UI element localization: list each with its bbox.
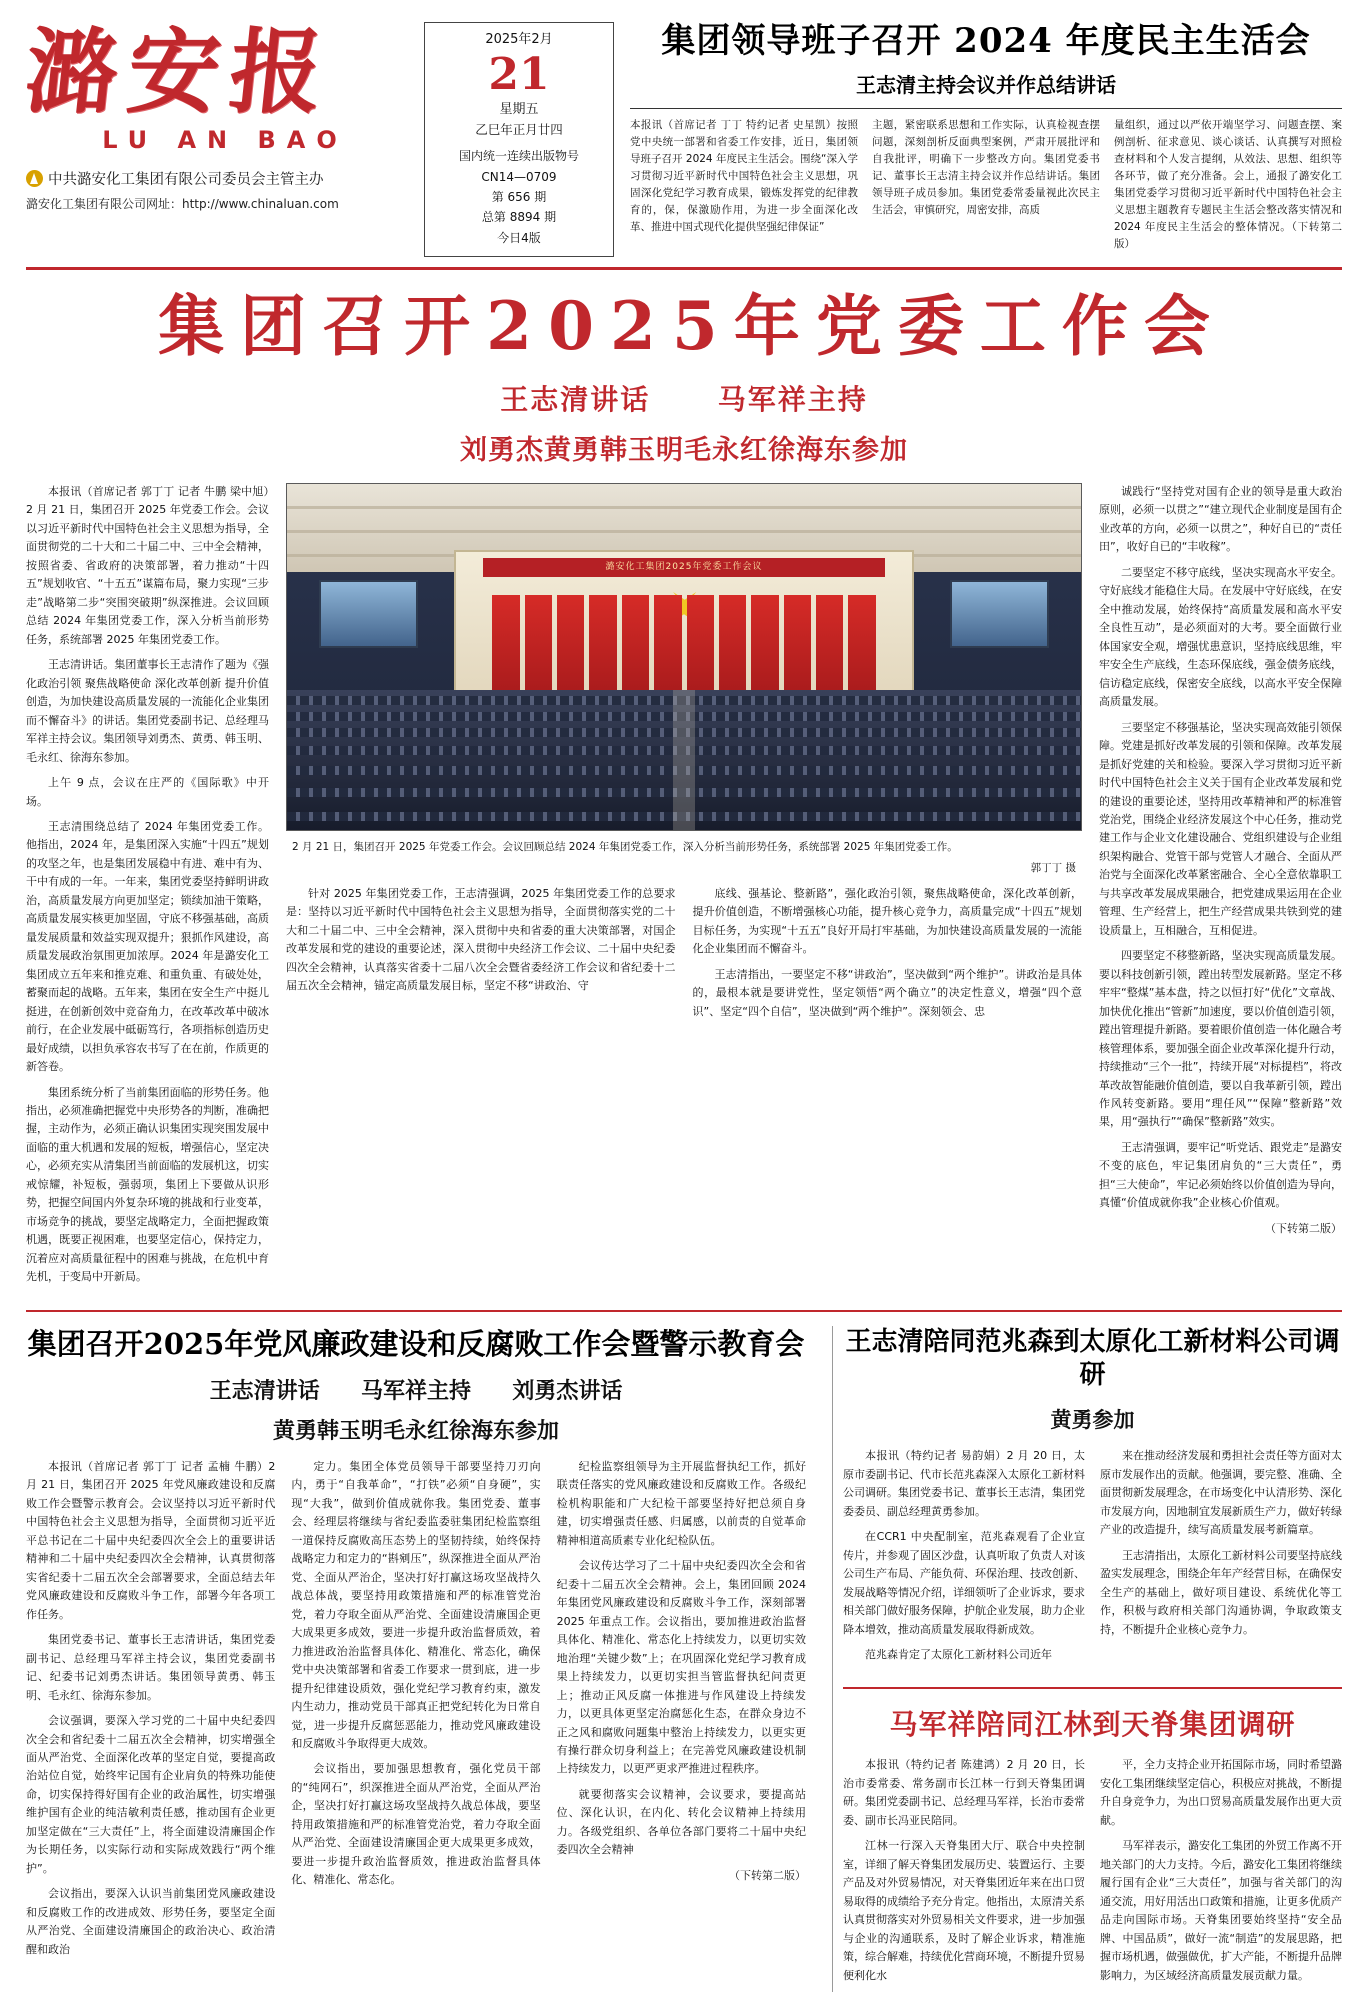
lead-chair: 马军祥主持	[717, 383, 868, 416]
lead-right-continued: （下转第二版）	[1265, 1221, 1342, 1235]
issue-day: 21	[488, 49, 550, 101]
br1-col-1	[843, 1447, 1085, 1671]
issue-total-number: 总第 8894 期	[481, 210, 557, 225]
bl3-p2: 会议传达学习了二十届中央纪委四次全会和省纪委十二届五次全会精神。会上，集团回顾 2024 年集团党风廉政建设和反腐败斗争工作，深刻部署 2025 年重点工作。会议指出，要加推进政治监督具体化、精准化、常态化上持续发力，以更切实效地治理“关键少数”上；在巩固深化党纪学习教育成果上持续发力，以更切实担当管监督执纪问责更上；推动正风反腐一体推进与作风建设上持续发力，以更具体更坚定治腐惩化生态，在群众身边不正之风和腐败问题集中整治上持续发力，以更实更有操行群众切身利益上；在完善党风廉政建设机制上持续发力，以更严更求严推进过程秩序。	[556, 1559, 806, 1776]
bottom-right-article-1	[843, 1326, 1342, 1672]
bl1-p4: 会议指出，要深入认识当前集团党风廉政建设和反腐败工作的改进成效、形势任务，要坚定全面从严治党、全面建设清廉国企的政治决心、政治清醒和政治	[26, 1887, 276, 1956]
lead-mid2-p1: 底线、强基论、整新路”，强化政治引领，聚焦战略使命，深化改革创新，提升价值创造，不断增强核心功能，提升核心竞争力，高质量完成“十四五”规划目标任务，为实现“十五五”良好开局打牢基础，为加快建设高质量发展的一流能化企业集团而不懈奋斗。	[692, 886, 1082, 956]
masthead-logo-block	[20, 18, 418, 212]
masthead-divider	[630, 108, 1342, 109]
lead-right-p1: 诚践行“坚持党对国有企业的领导是重大政治原则，必须一以贯之”“建立现代企业制度是国有企业改革的方向，必须一以贯之”，种好自已的“责任田”，收好自已的“丰收稼”。	[1099, 485, 1342, 554]
br2c1-p2: 江林一行深入天脊集团大厅、联合中央控制室，详细了解天脊集团发展历史、装置运行、主要产品及对外贸易情况，对天脊集团近年来在出口贸易取得的成绩给予充分肯定。他指出，太原清关系认真贯彻落实对外贸易相关文件要求，进一步加强与企业的沟通联系，及时了解企业诉求，精准施策，综合解难，持续优化营商环境，不断提升贸易便利化水	[843, 1839, 1085, 1982]
issue-number: 第 656 期	[491, 189, 547, 204]
newspaper-logo-pinyin: LU AN BAO	[102, 126, 348, 154]
photo-stage-banner: 潞安化工集团2025年党委工作会议	[483, 558, 885, 577]
bl3-continued: （下转第二版）	[728, 1868, 806, 1882]
br1c1-p2: 在CCR1 中央配制室，范兆森观看了企业宣传片，并参观了固区沙盘，认真听取了负责人对该公司生产布局、产能负荷、环保治理、技改创新、发展战略等情况介绍，详细领听了企业诉求，要求相关部门做好服务保障，护航企业发展，助力企业降本增效，推动高质量发展取得新成效。	[843, 1530, 1085, 1636]
br1c1-p1: 本报讯（特约记者 易韵娟）2 月 20 日，太原市委副书记、代市长范兆森深入太原化工新材料公司调研。集团党委书记、董事长王志清，集团党委委员、副总经理黄勇参加。	[843, 1449, 1085, 1518]
bl3-p1: 纪检监察组领导为主开展监督执纪工作，抓好联责任落实的党风廉政建设和反腐败工作。各级纪检机构职能和广大纪检干部要坚持好把总须自身建，切实增强责任感、归属感，以前责的自觉革命精神相道高质素专业化纪检队伍。	[556, 1459, 806, 1547]
br1c2-p1: 来在推动经济发展和勇担社会责任等方面对太原市发展作出的贡献。他强调，要完整、准确、全面贯彻新发展理念，在市场变化中认清形势、深化市发展方向，因地制宜发展新质生产力，做好转绿产业的改造提升，续写高质量发展考新篇章。	[1100, 1449, 1342, 1537]
bl-col-2	[291, 1458, 540, 1966]
issue-lunar-date: 乙巳年正月廿四	[475, 121, 563, 137]
masthead	[20, 18, 1342, 270]
bl1-p1: 本报讯（首席记者 郭丁丁 记者 孟楠 牛鹏）2 月 21 日，集团召开 2025 年党风廉政建设和反腐败工作会暨警示教育会。会议坚持以习近平新时代中国特色社会主义思想为指导，全面贯彻习近平近平总书记在二十届中央纪委四次全会上的重要讲话精神和二十届中央纪委四次全会精神，认真贯彻落实省纪委十二届五次全会部署要求，全面总结去年党风廉政建设和反腐败斗争工作，部署今年各项工作任务。	[26, 1459, 276, 1621]
lead-mid1-p1: 针对 2025 年集团党委工作，王志清强调，2025 年集团党委工作的总要求是：坚持以习近平新时代中国特色社会主义思想为指导，全面贯彻落实党的二十大和二十届二中、三中全会精神，深入贯彻中央和省委的重大决策部署，对国企改革发展和党的建设的重要论述，深入贯彻中央经济工作会议、二十届中央纪委四次全会精神，认真落实省委十二届八次全会暨省委经济工作会议和省纪委十二届五次全会精神，锚定高质量发展目标，坚定不移“讲政治、守	[286, 886, 676, 993]
lead-attendees: 刘勇杰黄勇韩玉明毛永红徐海东参加	[460, 435, 908, 466]
bl-col-3	[557, 1458, 806, 1966]
photo-stage	[454, 550, 915, 704]
bl2-p1: 定力。集团全体党员领导干部要坚持刀刃向内，勇于“自我革命”，“打铁”必须“自身硬”，实现“大我”，做到价值成就你我。集团党委、董事会、经理层将继续与省纪委监委驻集团纪检监察组一道保持反腐败高压态势上的坚韧持续，始终保持战略定力和定力的“斟剜压”，纵深推进全面从严治党、全面从严治企，坚决打好打赢这场攻坚战持久战总体战，要坚持用政策措施和严的标准管党治党，着力夺取全面从严治党、全面建设清廉国企更大成果更多成效，要进一步提升政治监督质效，着力推进政治治监督具体化、精准化、常态化，确保党中央决策部署和省委工作要求一贯到底，进一步提升纪律建设质效，强化党纪学习教育约束，激发内生动力，推动党员干部真正把党纪转化为日常自觉，进一步提升反腐惩恶能力，推动党风廉政建设和反腐败斗争取得更大成效。	[291, 1459, 541, 1750]
bl-col-1	[26, 1458, 275, 1966]
photo-screen-left	[319, 580, 418, 648]
issue-pages: 今日4版	[497, 230, 541, 245]
bl-chair: 马军祥主持	[360, 1377, 471, 1404]
party-emblem-icon	[26, 170, 43, 187]
top-article-col-3: 量组织，通过以严依开端坚学习、问题查摆、案例剖析、征求意见、谈心谈话、认真撰写对照检查材料和个人发言提纲，从效法、思想、组织等各环节，做了充分准备。会上，通报了潞安化工集团党委学习贯彻习近平新时代中国特色社会主义思想主题教育专题民主生活会整改落实情况和 2024 年度民主生活会的整体情况。（下转第二版）	[1114, 119, 1342, 251]
lead-left-p5: 集团系统分析了当前集团面临的形势任务。他指出，必须准确把握党中央形势各的判断，准确把握，主动作为，必须正确认识集团实现突围发展中面临的重大机遇和发展的短板，增强信心，坚定决心，必须充实从清集团当前面临的发展机这，切实戒惊耀，补短板，强弱项，集团上下要做从识形势，把握空间国内外复杂环境的挑战和行业变革，市场竞争的挑战，要坚定战略定力，全面把握政策机遇，既要正视困难，也要坚定信心，保持定力，沉着应对高质量征程中的困难与挑战，在危机中育先机，于变局中开新局。	[26, 1085, 269, 1284]
issue-date: 2025年2月	[485, 32, 553, 47]
photo-flags	[492, 586, 876, 696]
lead-left-p2: 王志清讲话。集团董事长王志清作了题为《强化政治引领 聚焦战略使命 深化改革创新 提升价值创造，为加快建设高质量发展的一流能化企业集团而不懈奋斗》的讲话。集团党委副书记、总经理马军祥主持会议。集团领导刘勇杰、黄勇、韩玉明、毛永红、徐海东参加。	[26, 658, 269, 764]
issn-number: CN14—0709	[481, 169, 557, 184]
lead-right-p5: 王志清强调，要牢记“听党话、跟党走”是潞安不变的底色，牢记集团肩负的“三大责任”，勇担“三大使命”，牢记必须始终以价值创造为导向，真懂“价值成就你我”企业核心价值观。	[1099, 1140, 1342, 1210]
br1-body	[843, 1447, 1342, 1671]
br2-col-2	[1100, 1756, 1342, 1992]
photo-audience	[287, 690, 1081, 830]
bl1-p2: 集团党委书记、董事长王志清讲话，集团党委副书记、总经理马军祥主持会议，集团党委副书记、纪委书记刘勇杰讲话。集团领导黄勇、韩玉明、毛永红、徐海东参加。	[26, 1633, 276, 1702]
bottom-right-article-2	[843, 1703, 1342, 1992]
lead-right-p2: 二要坚定不移守底线，坚决实现高水平安全。守好底线才能稳住大局。在发展中守好底线，在安全中推动发展，始终保持“高质量发展和高水平安全良性互动”，是必须面对的大考。要全面做行业体国家安全观，增强忧患意识，坚持底线思维，牢牢安全生产底线，生态环保底线，强金债务底线，信访稳定底线，保密安全底线，以高水平安全保障高质量发展。	[1099, 565, 1342, 709]
issue-info-box	[424, 22, 614, 257]
bl-speaker2: 刘勇杰讲话	[512, 1377, 623, 1404]
lead-mid-col-2	[693, 885, 1083, 1028]
conference-photo	[286, 483, 1082, 831]
lead-right-p4: 四要坚定不移整新路，坚决实现高质量发展。要以科技创新引领，蹚出转型发展新路。坚定不移牢牢“整煤”基本盘，持之以恒打好“优化”文章战、加快优化推出“管新”加速度，要以价值创造引领，蹚出管理提升新路。要着眼价值创造一体化融合考核管理体系，要加强全面企业改革深化提升行动，持续推动“三个一批”，持续开展“对标提档”，将改革改故智能融价值创造，要以自我革新引领，蹚出作风转变新路。要用“理任风”“保障”整新路”效果，用“强执行”“确保”整新路”效实。	[1099, 949, 1342, 1129]
lead-right-p3: 三要坚定不移强基论，坚决实现高效能引领保障。党建是抓好改革发展的引领和保障。改革发展是抓好党建的关和检验。要深入学习贯彻习近平新时代中国特色社会主义关于国有企业改革发展和党的建设的重要论述，坚持用改革精神和严的标准管党治党，围绕企业经济发展这个中心任务，推动党建工作与企业文化建设融合、党组织建设与企业组织架构融合、党管干部与党管人才融合、全面从严治党与全面深化改革紧密融合、全心全意依靠职工与共享改革发展成果融合，把党建成果运用在企业管理、生产经营上，把生产经营成果共铁到党的建设质量上，互相融合，互相促进。	[1099, 720, 1342, 937]
br1-title: 王志清陪同范兆森到太原化工新材料公司调研	[845, 1326, 1340, 1391]
bottom-left-title: 集团召开2025年党风廉政建设和反腐败工作会暨警示教育会	[27, 1326, 805, 1361]
lead-mid2-p2: 王志清指出，一要坚定不移“讲政治”，坚决做到“两个维护”。讲政治是具体的，最根本就是要讲党性，坚定领悟“两个确立”的决定性意义，增强“四个意识”、坚定“四个自信”，坚决做到“两个维护”。深刻领会、忠	[692, 967, 1082, 1018]
lead-headline: 集团召开2025年党委工作会	[158, 287, 1226, 366]
bottom-left-subhead-row	[26, 1374, 806, 1405]
bl2-p2: 会议指出，要加强思想教育，强化党员干部的“纯网石”，织深推进全面从严治党，全面从严治企，坚决打好打赢这场攻坚战持久战总体战，要坚持用政策措施和严的标准管党治党，着力夺取全面从严治党、全面建设清廉国企更大成果更多成效，要进一步提升政治监督质效，推进政治监督具体化、精准化、常态化。	[291, 1762, 541, 1887]
issue-weekday: 星期五	[499, 101, 539, 117]
bottom-vertical-divider	[832, 1326, 833, 1992]
lead-headline-block	[26, 288, 1342, 467]
newspaper-logo-chinese: 潞安报	[20, 18, 338, 126]
section-divider	[26, 1310, 1342, 1312]
lead-left-p4: 王志清围绕总结了 2024 年集团党委工作。他指出，2024 年，是集团深入实施“十四五”规划的攻坚之年，也是集团发展稳中有进、难中有为、干中有成的一年。一年来，集团党委坚持鲜明讲政治，高质量发展方向更加坚定；锁续加油干策略，高质量发展实核更加坚固，守底不移强基础，高质量发展质量和效益实现双提升；狠抓作风建设，高质量发展政治氛围更加浓厚。2024 年是潞安化工集团成立五年来和推克难、和重负重、有破处处，蓄聚而起的战略。五年来，集团在安全生产中挺儿挺进，在创新创效中竞奋角力，在改革改革中破冰前行，在企业发展中砥砺笃行，各项指标创造历史最好成绩，以担负承容农书写了在在前，作质更的新答卷。	[26, 819, 269, 1074]
bottom-right-column	[843, 1326, 1342, 1992]
masthead-top-article	[630, 22, 1342, 253]
lead-mid-col-1	[286, 885, 676, 1028]
website-line: 潞安化工集团有限公司网址：http://www.chinaluan.com	[26, 197, 339, 211]
top-article-subtitle: 王志清主持会议并作总结讲话	[856, 73, 1116, 98]
bottom-left-article	[26, 1326, 822, 1966]
bl1-p3: 会议强调，要深入学习党的二十届中央纪委四次全会和省纪委十二届五次全会精神，切实增强全面从严治党、全面深化改革的坚定自觉，要提高政治站位自觉，始终牢记国有企业肩负的特殊功能使命，切实保持得好国有企业的政治属性，切实增强维护国有企业的纯洁敏利责任感，推动国有企业更加坚定做在“三大责任”上，将全面建设清廉国企作为长期任务，以实际行动和实际成效践行“两个维护”。	[26, 1714, 276, 1875]
lead-column-middle	[286, 483, 1082, 1028]
photo-screen-right	[950, 580, 1049, 648]
sponsor-line	[26, 168, 418, 189]
photo-credit: 郭丁丁 摄	[1030, 861, 1076, 874]
bottom-section	[26, 1326, 1342, 1992]
bl-speaker: 王志清讲话	[209, 1377, 320, 1404]
lead-middle-text	[286, 885, 1082, 1028]
br1-attendees: 黄勇参加	[1050, 1407, 1135, 1433]
br2c2-p1: 平，全力支持企业开拓国际市场，同时希望潞安化工集团继续坚定信心，积极应对挑战，不断提升自身竞争力，为出口贸易高质量发展作出更大贡献。	[1100, 1758, 1342, 1827]
lead-subhead-row	[26, 378, 1342, 418]
br2c1-p1: 本报讯（特约记者 陈建鸿）2 月 20 日，长治市委常委、常务副市长江林一行到天脊集团调研。集团党委副书记、总经理马军祥，长治市委常委、副市长冯亚民陪同。	[843, 1758, 1085, 1827]
lead-left-p3: 上午 9 点，会议在庄严的《国际歌》中开场。	[26, 776, 269, 808]
lead-left-p1: 本报讯（首席记者 郭丁丁 记者 牛鹏 梁中旭）2 月 21 日，集团召开 2025 年党委工作会。会议以习近平新时代中国特色社会主义思想为指导，全面贯彻党的二十大和二十届二中、三中全会精神，按照省委、省政府的决策部署，着力推动“十四五”规划收官、“十五五”谋篇布局，聚力实现“三步走”战略第二步“突围突破期”纵深推进。会议回顾总结 2024 年集团党委工作，深入分析当前形势任务，系统部署 2025 年集团党委工作。	[26, 485, 269, 646]
bottom-left-body	[26, 1458, 806, 1966]
sponsor-text: 中共潞安化工集团有限公司委员会主管主办	[48, 172, 324, 188]
top-article-col-2: 主题，紧密联系思想和工作实际，认真检视查摆问题，深刻剖析反面典型案例，严肃开展批评和自我批评，明确下一步整改方向。集团党委书记、董事长王志清主持会议并作总结讲话。集团领导班子成员参加。集团党委常委量视此次民主生活会，审慎研究，周密安排，高质	[872, 119, 1100, 217]
br1c2-p2: 王志清指出，太原化工新材料公司要坚持底线盈实发展理念，围绕企年年产经营目标，在确保安全生产的基础上，做好项目建设、系统优化等工作，积极与政府相关部门沟通协调，争取政策支持，不断提升企业核心竞争力。	[1100, 1548, 1342, 1636]
br2-title: 马军祥陪同江林到天脊集团调研	[889, 1708, 1296, 1742]
bl3-p3: 就要彻落实会议精神，会议要求，要提高站位、深化认识，在内化、转化会议精神上持续用力。各级党组织、各单位各部门要将二十届中央纪委四次全会精神	[556, 1787, 806, 1857]
photo-caption: 2 月 21 日，集团召开 2025 年党委工作会。会议回顾总结 2024 年集团党委工作，深入分析当前形势任务，系统部署 2025 年集团党委工作。	[292, 841, 958, 853]
bottom-right-divider	[843, 1687, 1342, 1689]
lead-column-right	[1099, 483, 1342, 1245]
br1-col-2	[1100, 1447, 1342, 1671]
br1c1-p3: 范兆森肯定了太原化工新材料公司近年	[865, 1647, 1052, 1661]
top-article-body	[630, 117, 1342, 253]
br2-col-1	[843, 1756, 1085, 1992]
bottom-left-attendees: 黄勇韩玉明毛永红徐海东参加	[272, 1417, 559, 1444]
top-article-col-1: 本报讯（首席记者 丁丁 特约记者 史星凯）按照党中央统一部署和省委工作安排，近日，集团领导班子召开 2024 年度民主生活会。围绕“深入学习贯彻习近平新时代中国特色社会主义思想，巩固深化党纪学习教育成果，锻炼发挥党的纪律教育的，保，保激励作用，为进一步全面深化改革、推进中国式现代化提供坚强纪律保证”	[630, 119, 858, 234]
lead-column-left	[26, 483, 269, 1294]
lead-speaker: 王志清讲话	[500, 383, 651, 416]
top-article-title: 集团领导班子召开 2024 年度民主生活会	[661, 21, 1311, 61]
br2-body	[843, 1756, 1342, 1992]
br2c2-p2: 马军祥表示，潞安化工集团的外贸工作离不开地关部门的大力支持。今后，潞安化工集团将继续履行国有企业“三大责任”，加强与省关部门的沟通交流，用好用活出口政策和措施，让更多优质产品走向国际市场。天脊集团要始终坚持“安全品牌、中国品质”，做好一流“制造”的发展思路，把握市场机遇，做强做优，扩大产能，不断提升品牌影响力，为区域经济高质量发展贡献力量。	[1100, 1839, 1342, 1982]
issn-label: 国内统一连续出版物号	[458, 149, 579, 164]
lead-article-body	[26, 483, 1342, 1294]
